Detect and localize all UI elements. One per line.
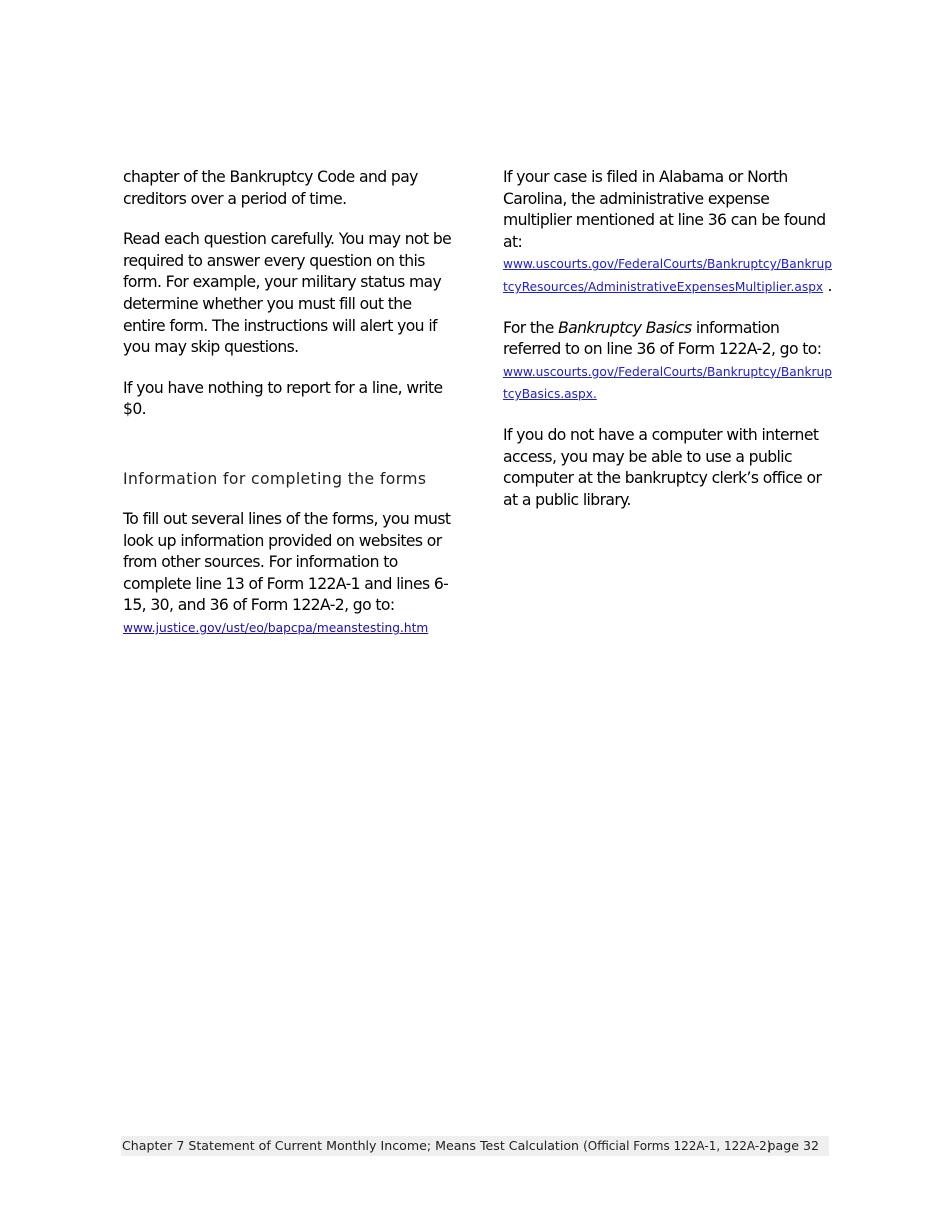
multiplier-link-suffix: . (823, 276, 832, 295)
basics-prefix: For the (503, 318, 559, 337)
no-computer-paragraph: If you do not have a computer with internet access, you may be able to use a public computer at the bankruptcy clerk’s office or at a public library. (503, 425, 822, 509)
footer-title: Chapter 7 Statement of Current Monthly Income; Means Test Calculation (122, 1138, 580, 1153)
page-number: page 32 (767, 1138, 819, 1153)
multiplier-link[interactable]: www.uscourts.gov/FederalCourts/Bankruptcy/BankruptcyResources/AdministrativeExpensesMultiplier.aspx (503, 257, 832, 294)
basics-suffix: information referred to on line 36 of Form 122A-2, go to: (503, 318, 822, 359)
continuation-paragraph: chapter of the Bankruptcy Code and pay creditors over a period of time. (123, 168, 418, 208)
justice-link[interactable]: www.justice.gov/ust/eo/bapcpa/meanstesting.htm (123, 620, 429, 635)
basics-link[interactable]: www.uscourts.gov/FederalCourts/Bankruptcy/BankruptcyBasics.aspx. (503, 364, 832, 402)
bankruptcy-basics-paragraph (503, 318, 833, 406)
footer-subtitle: (Official Forms 122A-1, 122A-2) (583, 1139, 772, 1153)
left-column (123, 167, 453, 440)
read-carefully-paragraph: Read each question carefully. You may not be required to answer every question on this form. For example, your military status may determine whether you must fill out the entire form. The instructions will alert you if you may skip questions. (123, 230, 452, 357)
nothing-to-report-paragraph: If you have nothing to report for a line, write $0. (123, 378, 443, 419)
right-column (503, 167, 833, 530)
lookup-info-paragraph (123, 509, 453, 640)
footer-title-group (122, 1136, 771, 1156)
lookup-info-text: To fill out several lines of the forms, you must look up information provided on websites or from other sources. For information to complete line 13 of Form 122A-1 and lines 6-15, 30, and 36 of Form 122A-2, go to: (123, 510, 451, 615)
alabama-text: If your case is filed in Alabama or North Carolina, the administrative expense multiplier mentioned at line 36 can be found at: (503, 168, 826, 251)
page-footer (121, 1136, 829, 1156)
alabama-paragraph (503, 167, 833, 299)
basics-italic: Bankruptcy Basics (558, 318, 692, 337)
section-body (123, 509, 453, 640)
section-heading: Information for completing the forms (123, 470, 427, 488)
